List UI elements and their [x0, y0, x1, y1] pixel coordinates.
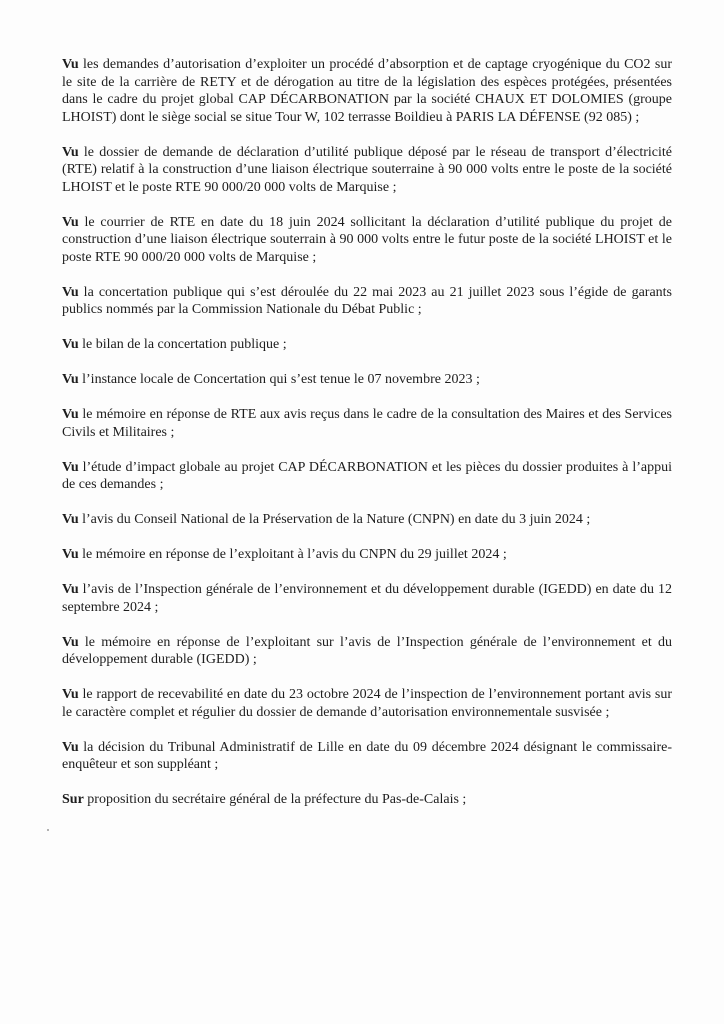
visa-paragraph: [62, 284, 672, 319]
visa-lead: Vu: [62, 284, 79, 300]
visa-text: la décision du Tribunal Administratif de Lille en date du 09 décembre 2024 désignant le commissaire-enquêteur et son suppléant ;: [62, 739, 672, 772]
visa-text: l’étude d’impact globale au projet CAP DÉCARBONATION et les pièces du dossier produites à l’appui de ces demandes ;: [62, 459, 672, 492]
visa-paragraph: [62, 406, 672, 441]
visa-lead: Vu: [62, 214, 79, 230]
visa-lead: Vu: [62, 739, 79, 755]
visa-text: le mémoire en réponse de RTE aux avis reçus dans le cadre de la consultation des Maires et des Services Civils et Militaires ;: [62, 407, 672, 440]
visa-text: le courrier de RTE en date du 18 juin 2024 sollicitant la déclaration d’utilité publique du projet de construction d’une liaison électrique souterrain à 90 000 volts entre le futur poste de la société LHOIST et le poste RTE 90 000/20 000 volts de Marquise ;: [62, 214, 672, 265]
visa-lead: Vu: [62, 407, 79, 422]
visa-paragraph: [62, 546, 672, 564]
scan-speck: [47, 829, 49, 831]
visa-paragraph: [62, 144, 672, 197]
visa-text: le mémoire en réponse de l’exploitant sur l’avis de l’Inspection générale de l’environnement et du développement durable (IGEDD) ;: [62, 634, 672, 667]
visa-text: l’avis de l’Inspection générale de l’environnement et du développement durable (IGEDD) en date du 12 septembre 2024 ;: [62, 582, 672, 615]
visa-lead: Vu: [62, 634, 79, 650]
visa-text: les demandes d’autorisation d’exploiter un procédé d’absorption et de captage cryogénique du CO2 sur le site de la carrière de RETY et de dérogation au titre de la législation des espèces protégées, présentées dans le cadre du projet global CAP DÉCARBONATION par la société CHAUX ET DOLOMIES (groupe LHOIST) dont le siège social se situe Tour W, 102 terrasse Boildieu à PARIS LA DÉFENSE (92 085) ;: [62, 57, 672, 125]
visa-paragraph: [62, 686, 672, 721]
visa-text: le bilan de la concertation publique ;: [78, 337, 287, 352]
proposal-text: proposition du secrétaire général de la préfecture du Pas-de-Calais ;: [83, 792, 467, 807]
visa-paragraph: [62, 511, 672, 529]
visa-text: le rapport de recevabilité en date du 23 octobre 2024 de l’inspection de l’environnement portant avis sur le caractère complet et régulier du dossier de demande d’autorisation environnementale susvisée ;: [62, 687, 672, 720]
visa-lead: Vu: [62, 687, 79, 702]
visa-paragraph: [62, 336, 672, 354]
visa-text: l’instance locale de Concertation qui s’est tenue le 07 novembre 2023 ;: [78, 372, 480, 387]
visa-text: l’avis du Conseil National de la Préservation de la Nature (CNPN) en date du 3 juin 2024 ;: [78, 512, 591, 527]
visa-paragraph: [62, 581, 672, 616]
visa-paragraph: [62, 459, 672, 494]
visa-paragraph: [62, 634, 672, 669]
visa-paragraph: [62, 214, 672, 267]
visa-lead: Vu: [62, 582, 79, 597]
visa-text: la concertation publique qui s’est déroulée du 22 mai 2023 au 21 juillet 2023 sous l’égide de garants publics nommés par la Commission Nationale du Débat Public ;: [62, 284, 672, 317]
visa-lead: Vu: [62, 57, 79, 72]
visa-lead: Vu: [62, 512, 79, 527]
visa-lead: Vu: [62, 372, 79, 387]
visa-paragraph: [62, 739, 672, 774]
visa-lead: Vu: [62, 337, 79, 352]
proposal-lead: Sur: [62, 792, 84, 807]
visa-lead: Vu: [62, 547, 79, 562]
visa-lead: Vu: [62, 144, 79, 160]
visa-lead: Vu: [62, 459, 79, 475]
visas-list: [62, 56, 672, 826]
visa-paragraph: [62, 371, 672, 389]
proposal-paragraph: [62, 791, 672, 809]
visa-paragraph: [62, 56, 672, 126]
visa-text: le dossier de demande de déclaration d’utilité publique déposé par le réseau de transport d’électricité (RTE) relatif à la construction d’une liaison électrique souterraine à 90 000 volts entre le poste de la société LHOIST et le poste RTE 90 000/20 000 volts de Marquise ;: [62, 144, 672, 195]
visa-text: le mémoire en réponse de l’exploitant à l’avis du CNPN du 29 juillet 2024 ;: [78, 547, 507, 562]
